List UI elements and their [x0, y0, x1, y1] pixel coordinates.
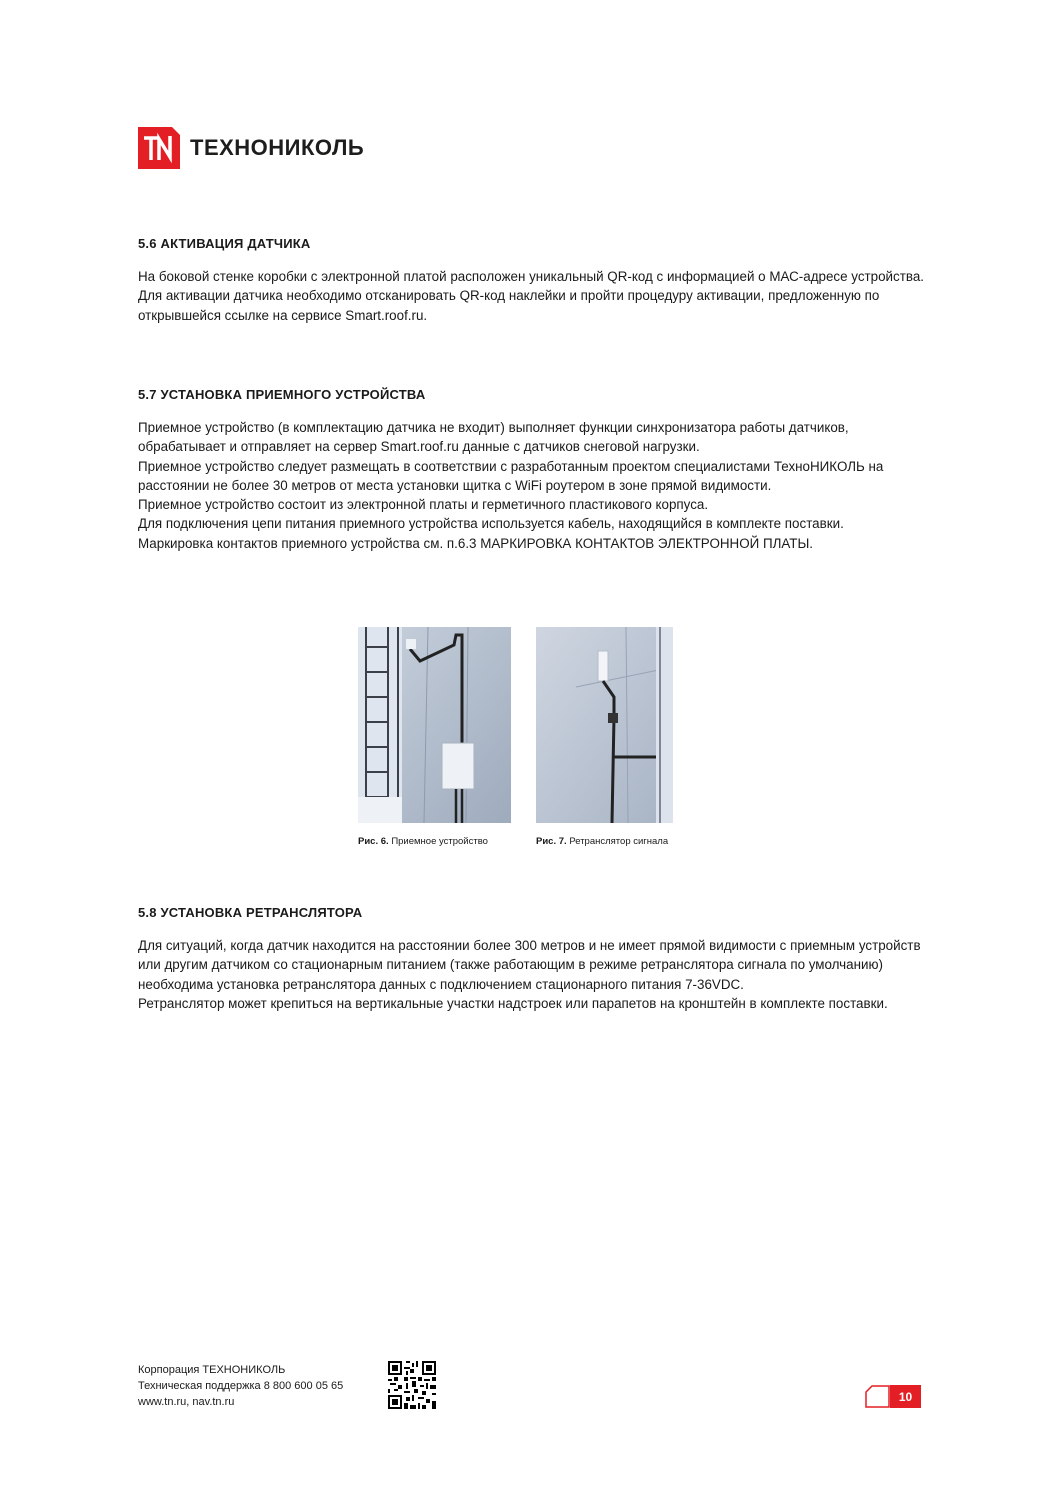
paragraph: Для ситуаций, когда датчик находится на расстоянии более 300 метров и не имеет прямой видимости с приемным устройств или другим датчиком со стационарным питанием (также работающим в режиме ретранслятора сигнала по умолчанию) необходима установка ретранслятора данных с подключением стационарного питания 7-36VDC. — [138, 938, 921, 992]
figure-caption: Рис. 7. Ретранслятор сигнала — [536, 836, 669, 847]
figure-caption: Рис. 6. Приемное устройство — [358, 836, 488, 847]
footer-company: Корпорация ТЕХНОНИКОЛЬ — [138, 1364, 286, 1376]
paragraph: Приемное устройство следует размещать в соответствии с разработанным проектом специалистами ТехноНИКОЛЬ на расстоянии не более 30 метров от места установки щитка с WiFi роутером в зоне прямой видимости. — [138, 458, 884, 493]
brand-name: ТЕХНОНИКОЛЬ — [190, 135, 365, 160]
paragraph: Ретранслятор может крепиться на вертикальные участки надстроек или парапетов на кронштейн в комплекте поставки. — [138, 995, 888, 1011]
paragraph: Для активации датчика необходимо отсканировать QR-код наклейки и пройти процедуру активации, предложенную по открывшейся ссылке на сервисе Smart.roof.ru. — [138, 288, 880, 323]
paragraph: Для подключения цепи питания приемного устройства используется кабель, находящийся в комплекте поставки. — [138, 516, 844, 532]
section-heading: 5.8 УСТАНОВКА РЕТРАНСЛЯТОРА — [138, 905, 363, 920]
section-5-6 — [138, 236, 928, 325]
figures-row — [358, 627, 688, 857]
paragraph: Маркировка контактов приемного устройства см. п.6.3 МАРКИРОВКА КОНТАКТОВ ЭЛЕКТРОННОЙ ПЛАТЫ. — [138, 535, 814, 551]
footer-sites[interactable]: www.tn.ru, nav.tn.ru — [138, 1396, 235, 1408]
section-heading: 5.6 АКТИВАЦИЯ ДАТЧИКА — [138, 236, 311, 251]
section-5-7 — [138, 387, 928, 553]
section-heading: 5.7 УСТАНОВКА ПРИЕМНОГО УСТРОЙСТВА — [138, 387, 426, 402]
tn-logo-icon — [138, 127, 180, 169]
footer-contacts — [138, 1362, 343, 1410]
paragraph: Приемное устройство (в комплектацию датчика не входит) выполняет функции синхронизатора работы датчиков, обрабатывает и отправляет на сервер Smart.roof.ru данные с датчиков снеговой нагрузки. — [138, 420, 849, 455]
paragraph: На боковой стенке коробки с электронной платой расположен уникальный QR-код с информацией о МАС-адресе устройства. — [138, 269, 924, 284]
section-5-8 — [138, 905, 928, 1013]
receiver-photo — [358, 627, 511, 823]
footer-support: Техническая поддержка 8 800 600 05 65 — [138, 1380, 344, 1392]
page-number: 10 — [898, 1389, 913, 1404]
brand-logo — [138, 127, 364, 169]
paragraph: Приемное устройство состоит из электронной платы и герметичного пластикового корпуса. — [138, 497, 709, 513]
repeater-photo — [536, 627, 673, 823]
qr-code-icon — [388, 1361, 436, 1409]
